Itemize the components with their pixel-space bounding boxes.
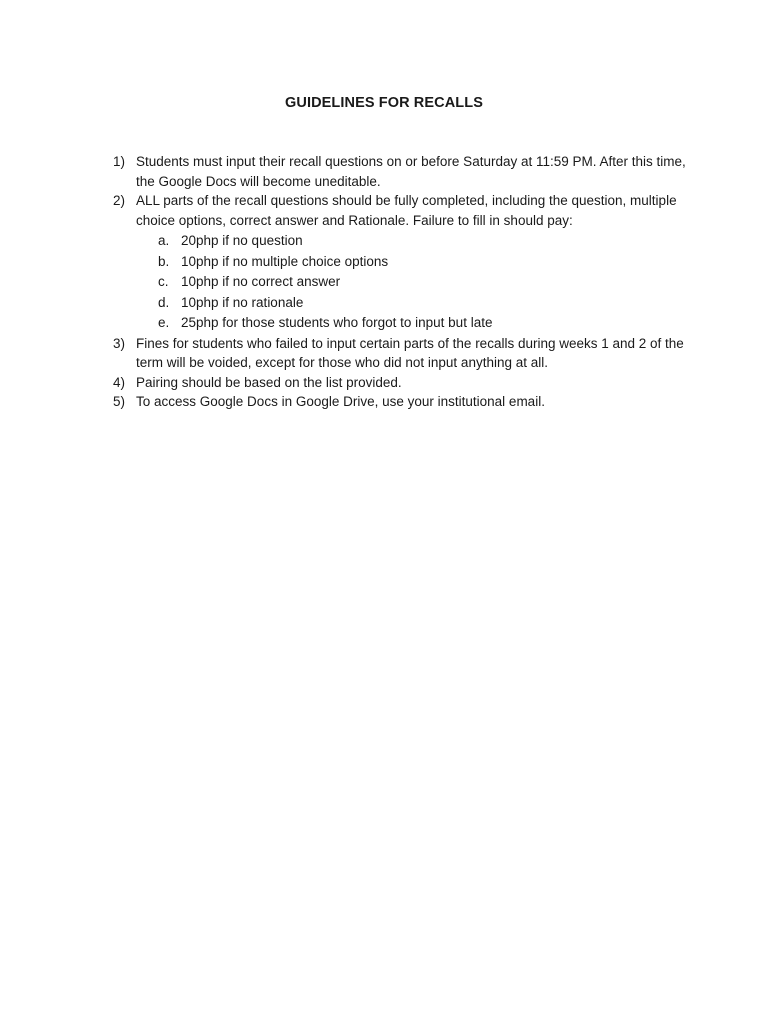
list-item (113, 392, 688, 412)
sublist-item-letter: a. (158, 233, 170, 248)
sublist-item (158, 252, 688, 273)
list-item-number: 1) (113, 154, 126, 169)
list-item-text: Students must input their recall questions on or before Saturday at 11:59 PM. After this time, the Google Docs will become uneditable. (136, 154, 686, 189)
sublist-item-text: 10php if no rationale (181, 294, 304, 310)
document-title: GUIDELINES FOR RECALLS (285, 95, 483, 111)
list-item-text: Fines for students who failed to input certain parts of the recalls during weeks 1 and 2 of the term will be voided, except for those who did not input anything at all. (136, 335, 684, 370)
list-item (113, 152, 688, 191)
list-item (113, 373, 688, 393)
sublist-item-text: 20php if no question (181, 233, 303, 248)
list-item (113, 191, 688, 334)
list-item-text: Pairing should be based on the list provided. (136, 374, 402, 390)
sublist-item (158, 231, 688, 252)
sublist-item-text: 10php if no multiple choice options (181, 253, 389, 269)
list-item-number: 5) (113, 394, 126, 409)
list-item-number: 3) (113, 335, 126, 351)
sublist-item (158, 313, 688, 334)
list-item-number: 4) (113, 374, 126, 390)
sublist-item-letter: d. (158, 294, 170, 310)
sublist-item (158, 293, 688, 314)
sublist-item-letter: c. (158, 274, 169, 289)
sublist-item-letter: e. (158, 315, 170, 330)
sublist-item-letter: b. (158, 253, 170, 269)
sublist-item-text: 25php for those students who forgot to input but late (181, 315, 493, 330)
fines-sublist (136, 231, 688, 334)
sublist-item (158, 272, 688, 293)
list-item-body (136, 191, 688, 334)
list-item-text: ALL parts of the recall questions should be fully completed, including the question, multiple choice options, correct answer and Rationale. Failure to fill in should pay: (136, 193, 677, 228)
sublist-item-text: 10php if no correct answer (181, 274, 341, 289)
guidelines-list (113, 152, 688, 412)
list-item-text: To access Google Docs in Google Drive, use your institutional email. (136, 394, 545, 409)
list-item (113, 334, 688, 373)
list-item-number: 2) (113, 193, 126, 208)
